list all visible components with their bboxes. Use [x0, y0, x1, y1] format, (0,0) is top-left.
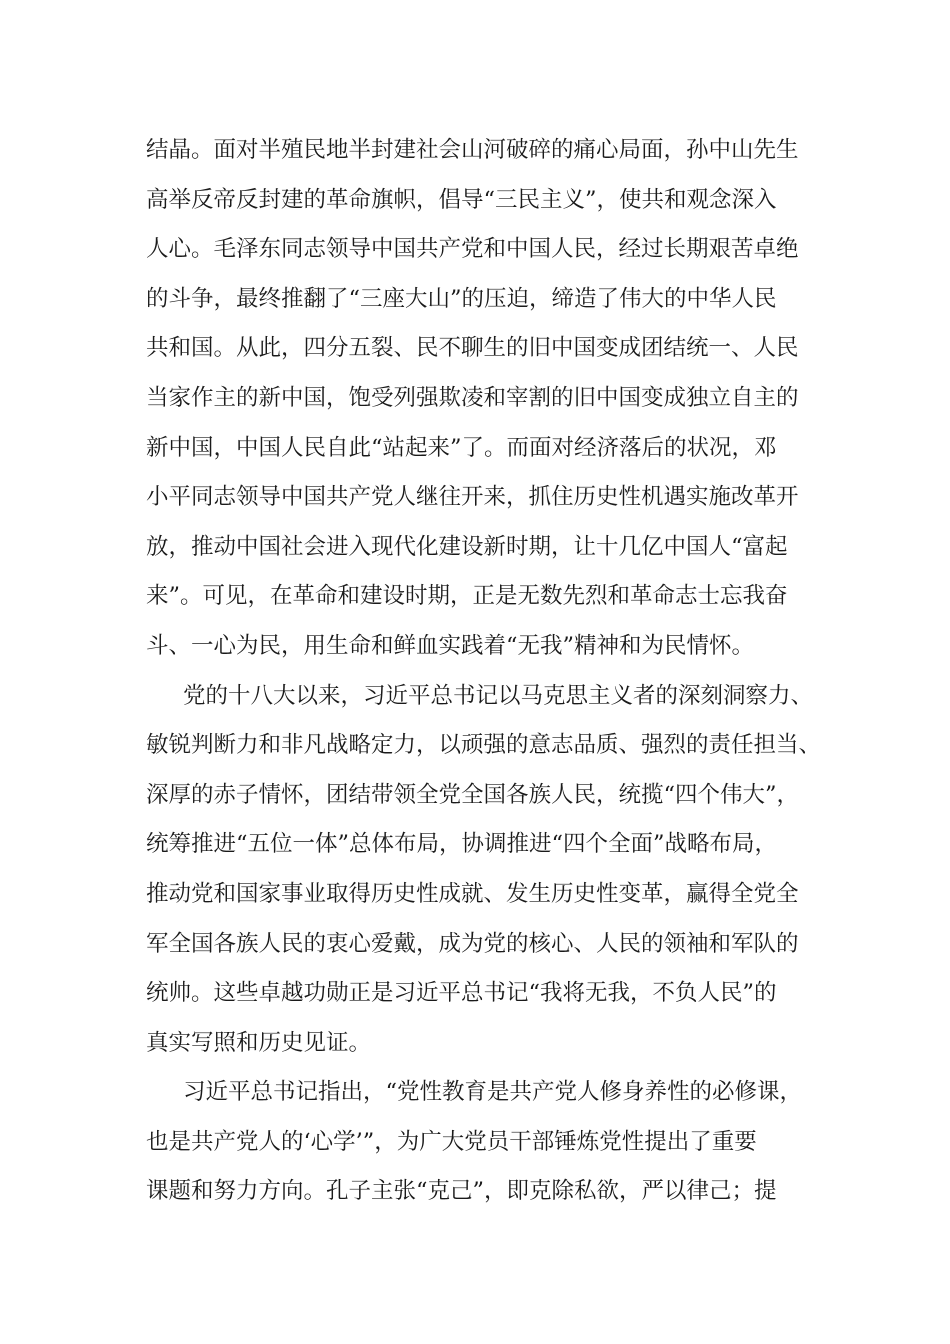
text-line: 当家作主的新中国，饱受列强欺凌和宰割的旧中国变成独立自主的	[146, 384, 799, 411]
text-line: 小平同志领导中国共产党人继往开来，抓住历史性机遇实施改革开	[146, 484, 799, 511]
text-line: 敏锐判断力和非凡战略定力，以顽强的意志品质、强烈的责任担当、	[146, 732, 822, 759]
text-line: 人心。毛泽东同志领导中国共产党和中国人民，经过长期艰苦卓绝	[146, 236, 799, 263]
text-line: 统帅。这些卓越功勋正是习近平总书记“我将无我，不负人民”的	[146, 980, 777, 1007]
text-line: 结晶。面对半殖民地半封建社会山河破碎的痛心局面，孙中山先生	[146, 137, 799, 163]
document-body	[146, 126, 826, 1217]
text-line: 斗、一心为民，用生命和鲜血实践着“无我”精神和为民情怀。	[146, 632, 755, 659]
text-line: 深厚的赤子情怀，团结带领全党全国各族人民，统揽“四个伟大”，	[146, 781, 800, 808]
text-line: 课题和努力方向。孔子主张“克己”，即克除私欲，严以律己；提	[146, 1178, 777, 1205]
text-line: 也是共产党人的‘心学’”，为广大党员干部锤炼党性提出了重要	[146, 1128, 757, 1155]
text-line: 高举反帝反封建的革命旗帜，倡导“三民主义”，使共和观念深入	[146, 186, 777, 213]
text-line: 真实写照和历史见证。	[146, 1029, 372, 1056]
paragraph-first-line: 习近平总书记指出，“党性教育是共产党人修身养性的必修课，	[183, 1079, 803, 1106]
text-line: 来”。可见，在革命和建设时期，正是无数先烈和革命志士忘我奋	[146, 583, 788, 610]
text-line: 的斗争，最终推翻了“三座大山”的压迫，缔造了伟大的中华人民	[146, 285, 777, 312]
text-line: 军全国各族人民的衷心爱戴，成为党的核心、人民的领袖和军队的	[146, 930, 799, 957]
text-line: 统筹推进“五位一体”总体布局，协调推进“四个全面”战略布局，	[146, 831, 778, 858]
text-line: 共和国。从此，四分五裂、民不聊生的旧中国变成团结统一、人民	[146, 335, 799, 362]
text-line: 新中国，中国人民自此“站起来”了。而面对经济落后的状况，邓	[146, 434, 777, 461]
paragraph-first-line: 党的十八大以来，习近平总书记以马克思主义者的深刻洞察力、	[183, 682, 814, 709]
text-line: 推动党和国家事业取得历史性成就、发生历史性变革，赢得全党全	[146, 880, 799, 907]
text-line: 放，推动中国社会进入现代化建设新时期，让十几亿中国人“富起	[146, 533, 788, 560]
